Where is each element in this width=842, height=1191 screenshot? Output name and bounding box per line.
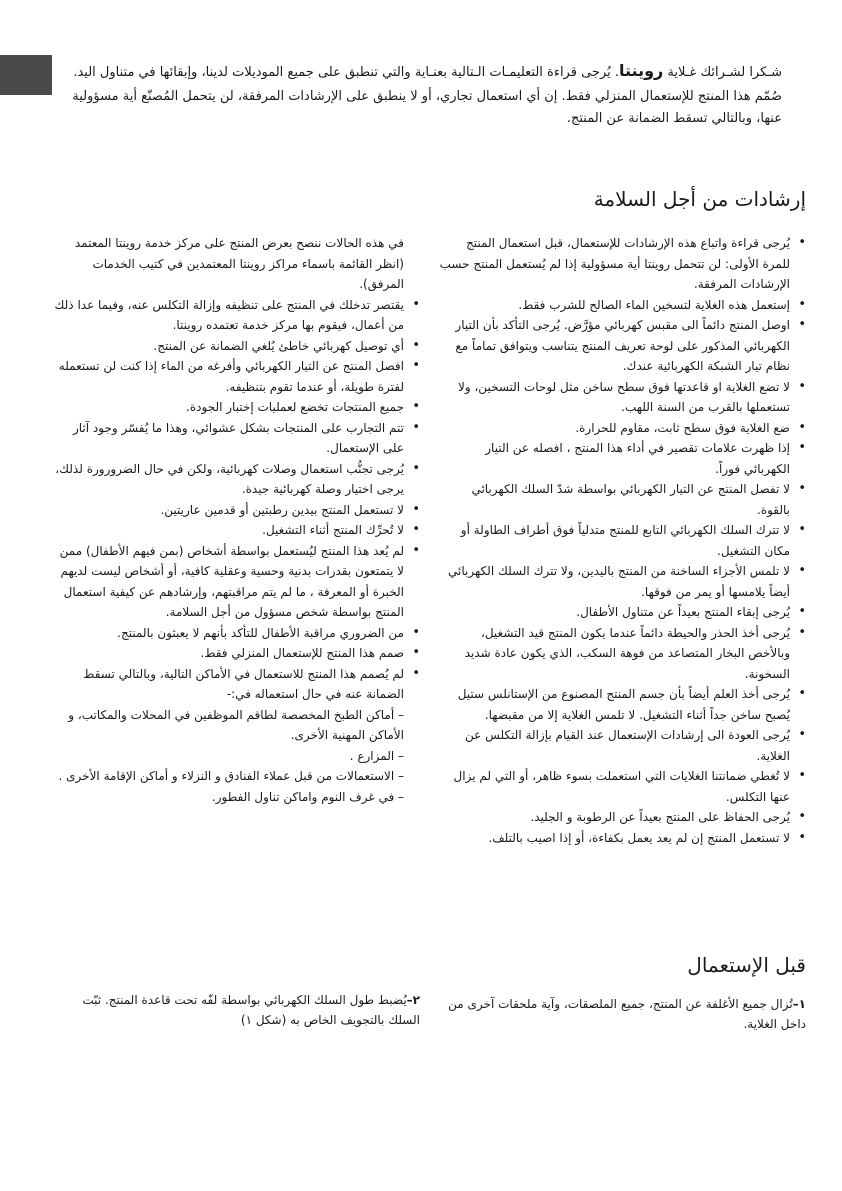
before-use-heading: قبل الإستعمال [687,953,806,977]
sub-list-item: – المزارع . [349,748,404,763]
intro-design-note: صُمّم هذا المنتج للإستعمال المنزلي فقط. إن أي استعمال تجاري، أو لا ينطبق على الإرشادات المرفقة، لن يتحمل المُصنّع أية مسؤولية عنها، وبالتالي تسقط الضمانة عن المنتج. [72,89,782,126]
safety-column-right [436,233,806,848]
section-tab-marker [0,55,52,95]
intro-block [68,60,782,132]
list-item: • لا تترك السلك الكهربائي التابع للمنتج متدلياً فوق أطراف الطاولة أو مكان التشغيل. [436,520,806,561]
list-item: • لا تضع الغلاية او قاعدتها فوق سطح ساخن مثل لوحات التسخين، ولا تستعملها بالقرب من السنة اللهب. [436,377,806,418]
list-item: • لم يُصمم هذا المنتج للاستعمال في الأماكن التالية، وبالتالي تسقط الضمانة عنه في حال استعماله في:- [50,664,420,705]
list-item: • اوصل المنتج دائماً الى مقبس كهربائي مؤرَّض. يُرجى التأكد بأن التيار الكهربائي المذكور على لوحة تعريف المنتج يتناسب ويتوافق تماماً مع نظام تيار الشبكة الكهربائية عندك. [436,315,806,377]
sub-list-item: – الاستعمالات من قبل عملاء الفنادق و النزلاء و أماكن الإقامة الأخرى . [58,769,404,783]
step-2-text: يُضبط طول السلك الكهربائي بواسطة لفّه تحت قاعدة المنتج. ثبّت السلك بالتجويف الخاص به (شكل ١) [82,993,420,1027]
safety-list-right [436,233,806,848]
list-item: • لم يُعد هذا المنتج ليُستعمل بواسطة أشخاص (بمن فيهم الأطفال) ممن لا يتمتعون بقدرات بدنية وحسية وعقلية كافية، أو أشخاص ليست لديهم الخبرة أو المعرفة ، ما لم يتم مراقبتهم، وإرشادهم عن كيفية استعمال المنتج بواسطة شخص مسؤول من أجل السلامة. [50,541,420,623]
brand-name: روينتا [619,61,664,80]
list-item: • لا تُحرِّك المنتج أثناء التشغيل. [50,520,420,541]
step-1-text: تُزال جميع الأغلفة عن المنتج، جميع الملصقات، وآية ملحقات آخرى من داخل الغلاية. [448,997,806,1031]
list-item: • يُرجى تجنُّب استعمال وصلات كهربائية، ولكن في حال الضرورورة لذلك، يرجى اختيار وصلة كهربائية جيدة. [50,459,420,500]
list-item: • لا تستعمل المنتج بيدين رطبتين أو قدمين عاريتين. [50,500,420,521]
list-item: • لا تستعمل المنتج إن لم يعد يعمل بكفاءة، أو إذا اصيب بالتلف. [436,828,806,849]
list-item: • يُرجى قراءة واتباع هذه الإرشادات للإستعمال، قبل استعمال المنتج للمرة الأولى: لن تتحمل روينتا أية مسؤولية إذا لم يُستعمل المنتج حسب الإرشادات المرفقة. [436,233,806,295]
before-use-step-1 [436,994,806,1034]
list-item: • أي توصيل كهربائي خاطئ يُلغي الضمانة عن المنتج. [50,336,420,357]
safety-list-left [50,233,420,807]
list-item: • لا تفصل المنتج عن التيار الكهربائي بواسطة شدّ السلك الكهربائي بالقوة. [436,479,806,520]
before-use-step-2 [50,990,420,1030]
sub-list-item: – أماكن الطبخ المخصصة لطاقم الموظفين في المحلات والمكاتب، و الأماكن المهنية الأخرى. [68,707,404,742]
step-1-number: ١– [792,997,806,1011]
list-item: • يُرجى الحفاظ على المنتج بعيداً عن الرطوبة و الجليد. [436,807,806,828]
intro-thanks-start: شـكرا لشـرائك غـلاية [663,65,782,80]
list-item: • إستعمل هذه الغلاية لتسخين الماء الصالح للشرب فقط. [436,295,806,316]
list-item: • افصل المنتج عن التيار الكهربائي وأفرغه من الماء إذا كنت لن تستعمله لفترة طويلة، أو عندما تقوم بتنظيفه. [50,356,420,397]
sub-list-item: – في غرف النوم واماكن تناول الفطور. [211,789,404,804]
list-item: • من الضروري مراقبة الأطفال للتأكد بأنهم لا يعبثون بالمنتج. [50,623,420,644]
list-item: • يقتصر تدخلك في المنتج على تنظيفه وإزالة التكلس عنه، وفيما عدا ذلك من أعمال، فيقوم بها مركز خدمة تعتمده روينتا. [50,295,420,336]
list-item: • يُرجى إبقاء المنتج بعيداً عن متناول الأطفال. [436,602,806,623]
safety-heading: إرشادات من أجل السلامة [593,187,806,211]
intro-thanks-end: . يُرجى قراءة التعليمـات الـتالية بعنـاية والتي تنطبق على جميع الموديلات لدينا، وإبقائها في متناول اليد. [73,65,620,80]
list-item: • ضع الغلاية فوق سطح ثابت، مقاوم للحرارة. [436,418,806,439]
list-item: • لا تلمس الأجزاء الساخنة من المنتج باليدين، ولا تترك السلك الكهربائي أيضاً يلامسها أو يمر من فوقها. [436,561,806,602]
list-item: • إذا ظهرت علامات تقصير في أداء هذا المنتج ، افصله عن التيار الكهربائي فوراً. [436,438,806,479]
intro-thanks [68,60,782,84]
list-item: • يُرجى أخذ العلم أيضاً بأن جسم المنتج المصنوع من الإستانلس ستيل يُصبح ساخن جداً أثناء التشغيل. لا تلمس الغلاية إلا من مقبضها. [436,684,806,725]
list-item: • جميع المنتجات تخضع لعمليات إختبار الجودة. [50,397,420,418]
list-item: في هذه الحالات ننصح بعرض المنتج على مركز خدمة روينتا المعتمد (انظر القائمة باسماء مراكز روينتا المعتمدين في كتيب الخدمات المرفق). [74,236,404,291]
list-item: • لا تُغطي ضمانتنا الغلايات التي استعملت بسوء ظاهر، أو التي لم يزال عنها التكلس. [436,766,806,807]
list-item: • تتم التجارب على المنتجات بشكل عشوائي، وهذا ما يُفسّر وجود آثار على الإستعمال. [50,418,420,459]
list-item: • صمم هذا المنتج للإستعمال المنزلي فقط. [50,643,420,664]
list-item: • يُرجى العودة الى إرشادات الإستعمال عند القيام بإزالة التكلس عن الغلاية. [436,725,806,766]
list-item: • يُرجى أخذ الحذر والحيطة دائماً عندما يكون المنتج قيد التشغيل، وبالأخص البخار المتصاعد من فوهة السكب، الذي يكون عادة شديد السخونة. [436,623,806,685]
step-2-number: ٢– [406,993,420,1007]
safety-column-left [50,233,420,807]
